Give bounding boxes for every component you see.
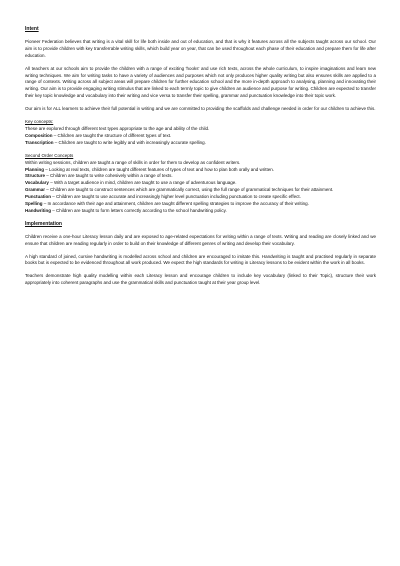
intent-paragraph-1: Pioneer Federation believes that writing is a vital skill for life both inside and out of education, and that is why it features across all the subjects taught across our school. Our aim is to provide children with key transferrable writing skills, which build year on year, that can be used throughout each phase of their education and prepare them for life after education. bbox=[25, 38, 376, 58]
concept-text: – In accordance with their age and attainment, children are taught different spelling strategies to improve the accuracy of their writing. bbox=[42, 201, 309, 207]
concept-term: Vocabulary bbox=[25, 180, 49, 186]
concept-term: Spelling bbox=[25, 201, 43, 207]
second-order-section bbox=[25, 153, 376, 215]
concept-text: – Looking at real texts, children are taught different features of types of text and how to plan both orally and written. bbox=[44, 166, 275, 172]
intent-paragraph-3: Our aim is for ALL learners to achieve their full potential in writing and we are committed to providing the scaffolds and challenge needed in order for our children to achieve this. bbox=[25, 106, 376, 112]
second-order-item bbox=[25, 208, 376, 215]
concept-term: Composition bbox=[25, 132, 53, 138]
concept-text: – Children are taught the structure of different types of text. bbox=[52, 132, 172, 138]
concept-text: – Children are taught to write cohesively within a range of texts. bbox=[45, 173, 173, 179]
concept-text: – Children are taught to use accurate and increasingly higher level punctuation including punctuation to create specific effect. bbox=[51, 194, 301, 200]
key-concept-item bbox=[25, 133, 376, 140]
key-concept-item bbox=[25, 140, 376, 147]
second-order-item bbox=[25, 201, 376, 208]
key-concepts-title: Key concepts: bbox=[25, 119, 54, 125]
concept-term: Punctuation bbox=[25, 194, 51, 200]
intent-heading: Intent bbox=[25, 26, 39, 32]
second-order-item bbox=[25, 194, 376, 201]
concept-text: – Children are taught to write legibly and with increasingly accurate spelling. bbox=[53, 139, 206, 145]
concept-text: – With a target audience in mind, children are taught to use a range of adventurous language. bbox=[48, 180, 237, 186]
concept-text: – Children are taught to form letters correctly according to the school handwriting policy. bbox=[51, 207, 227, 213]
intent-paragraph-2: All teachers at our schools aim to provide the children with a range of exciting 'hooks' and use rich texts, across the whole curriculum, to inspire imaginations and learn new writing techniques. We aim for writing tasks to have a variety of audiences and purposes which not only produces higher quality writing but also ensures skills are applied to a range of contexts. Writing across all subject areas will prepare children for further education school and the more in-depth approach to analysing, planning and innovating their writing. Our aim is to provide engaging writing stimulus that are linked to each termly topic to give children an audience and purpose for writing. Children are expected to transfer their key topic knowledge and vocabulary into their writing and vice versa to transfer their spelling, grammar and punctuation knowledge into their topic work. bbox=[25, 65, 376, 99]
second-order-title: Second Order Concepts bbox=[25, 152, 74, 158]
concept-term: Grammar bbox=[25, 187, 46, 193]
concept-term: Structure bbox=[25, 173, 46, 179]
second-order-item bbox=[25, 180, 376, 187]
implementation-paragraph-2: A high standard of joined, cursive handwriting is modelled across school and children are encouraged to imitate this. Handwriting is taught and practised regularly in separate books but is expected to be evidenced throughout all work produced. We expect the high standards for writing in Literacy lessons to be evident within the work in all books. bbox=[25, 253, 376, 266]
second-order-intro: Within writing sessions, children are taught a range of skills in order for them to develop as confident writers. bbox=[25, 159, 241, 165]
second-order-item bbox=[25, 173, 376, 180]
implementation-paragraph-1: Children receive a one-hour Literacy lesson daily and are exposed to age-related expectations for writing within a range of texts. Writing and reading are closely linked and we ensure that children are reading regularly in order to build on their knowledge of different genres of writing and develop their vocabulary. bbox=[25, 233, 376, 246]
second-order-item bbox=[25, 187, 376, 194]
implementation-paragraph-3: Teachers demonstrate high quality modelling within each Literacy lesson and encourage children to include key vocabulary (linked to their Topic), structure their work appropriately into coherent paragraphs and use the grammatical skills and punctuation taught at their year group level. bbox=[25, 273, 376, 286]
second-order-item bbox=[25, 167, 376, 174]
implementation-heading: Implementation bbox=[25, 220, 62, 227]
key-concepts-intro: These are explored through different text types appropriate to the age and ability of the child. bbox=[25, 125, 210, 131]
key-concepts-section bbox=[25, 119, 376, 147]
concept-term: Planning bbox=[25, 166, 44, 172]
concept-text: – Children are taught to construct sentences which are grammatically correct, using the full range of grammatical techniques for their attainment. bbox=[45, 187, 334, 193]
concept-term: Transcription bbox=[25, 139, 54, 145]
concept-term: Handwriting bbox=[25, 207, 51, 213]
